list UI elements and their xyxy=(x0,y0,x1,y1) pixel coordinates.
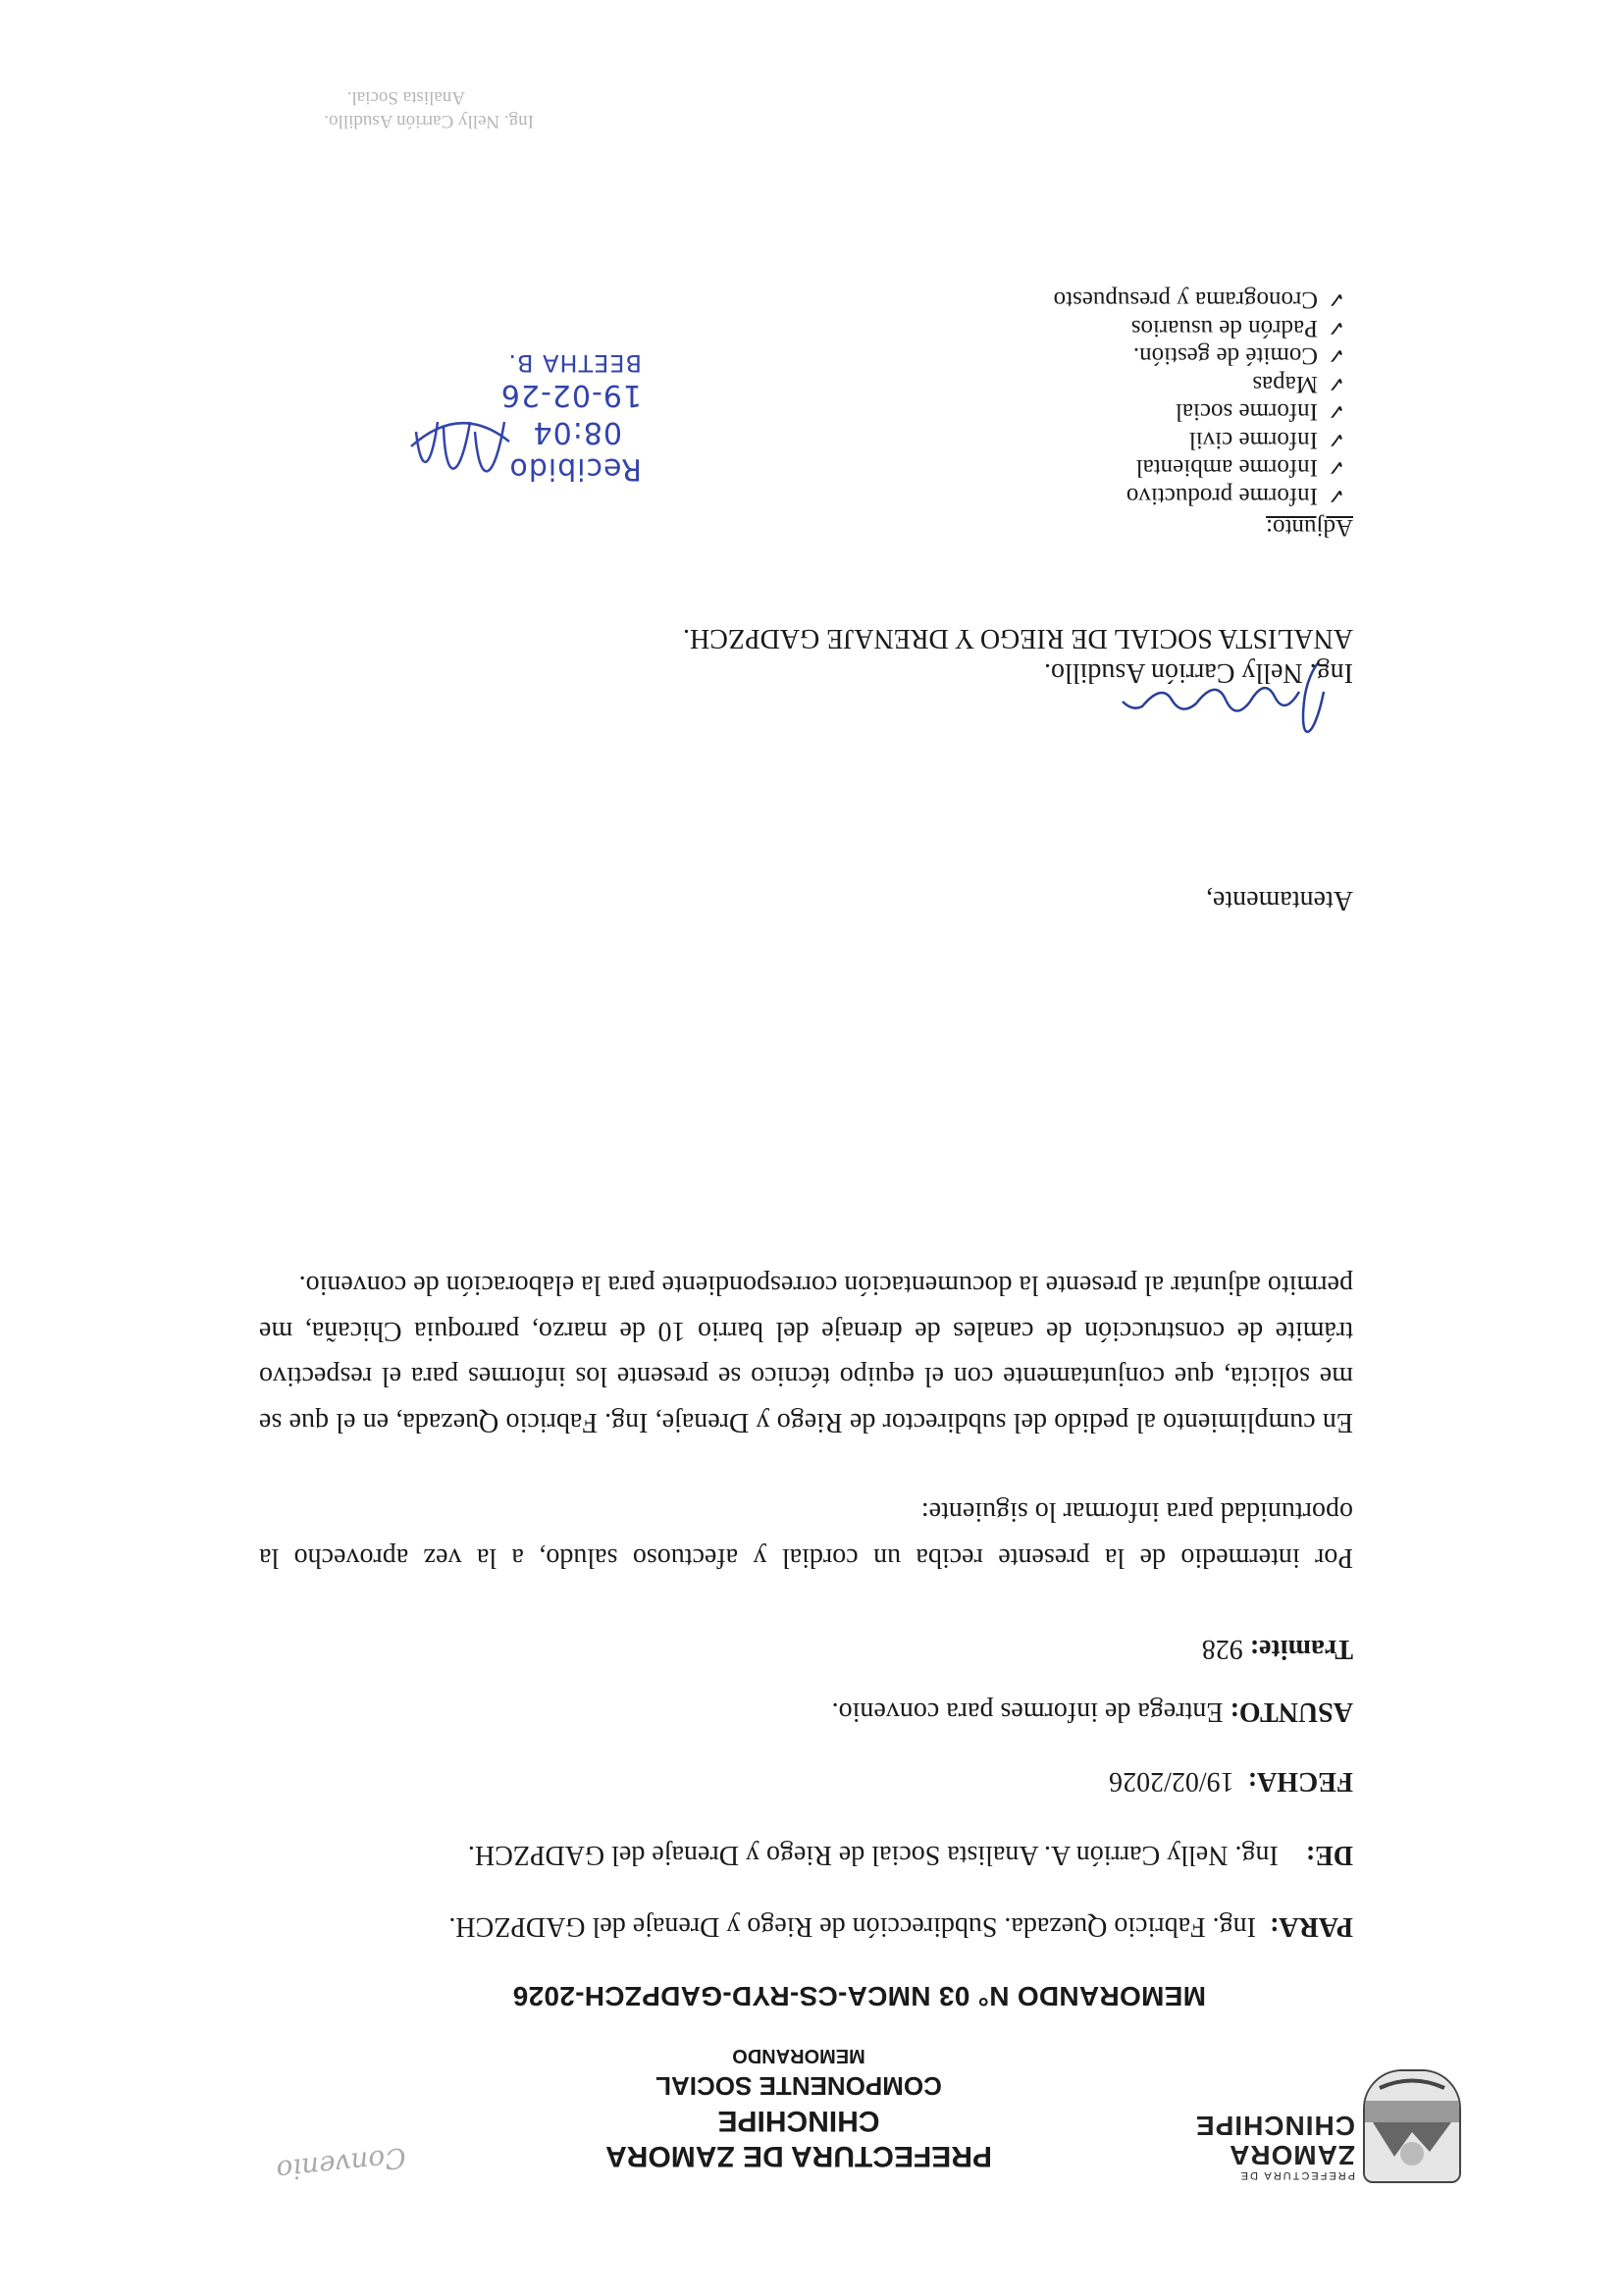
body-paragraph-greeting: Por intermedio de la presente reciba un cordial y afectuoso saludo, a la vez aprovecho la oportunidad para informar lo siguiente: xyxy=(259,1496,1353,1573)
stamp-name: BEETHA B. xyxy=(507,349,642,377)
de-label: DE: xyxy=(1305,1840,1353,1870)
asunto-label: ASUNTO: xyxy=(1230,1696,1353,1727)
logo-wordmark xyxy=(1194,2111,1355,2181)
footer-ref-line-2: Analista Social. xyxy=(346,87,465,108)
footer-ref-line-1: Ing. Nelly Carrión Asudillo. xyxy=(324,111,534,131)
fecha-label: FECHA: xyxy=(1247,1766,1353,1797)
list-item: ✓ Informe social xyxy=(1175,398,1345,426)
check-icon: ✓ xyxy=(1327,287,1345,313)
field-de xyxy=(468,1835,1353,1874)
received-stamp xyxy=(406,339,661,510)
stamp-signature-icon xyxy=(406,402,514,500)
asunto-value: Entrega de informes para convenio. xyxy=(831,1696,1224,1727)
tramite-value: 928 xyxy=(1201,1634,1243,1664)
fecha-value: 19/02/2026 xyxy=(1109,1766,1234,1797)
list-item: ✓ Informe productivo xyxy=(1126,483,1345,509)
check-icon: ✓ xyxy=(1327,316,1345,340)
footer-reference xyxy=(324,85,534,132)
page-title: PREFECTURA DE ZAMORA CHINCHIPE xyxy=(605,2105,992,2172)
logo-line-1: PREFECTURA DE xyxy=(1238,2169,1355,2181)
list-item: ✓ Cronograma y presupuesto xyxy=(1053,287,1345,314)
coat-of-arms-icon xyxy=(1363,2069,1461,2183)
header-title-block xyxy=(544,2042,1054,2173)
attachments-list xyxy=(666,286,1353,509)
signer-role: ANALISTA SOCIAL DE RIEGO Y DRENAJE GADPZCH. xyxy=(683,623,1353,653)
tramite-label: Tramite: xyxy=(1249,1634,1353,1664)
attachments-label: Adjunto: xyxy=(1266,514,1353,541)
check-icon: ✓ xyxy=(1327,455,1345,481)
list-item: ✓ Comité de gestión. xyxy=(1132,342,1345,370)
check-icon: ✓ xyxy=(1327,484,1345,508)
handwritten-note: Convenio xyxy=(275,2141,408,2187)
list-item: ✓ Informe ambiental xyxy=(1135,454,1345,482)
stamp-time: 08:04 xyxy=(532,415,622,449)
prefectura-logo xyxy=(1194,2067,1461,2183)
check-icon: ✓ xyxy=(1327,428,1345,452)
document-type: MEMORANDO xyxy=(732,2045,865,2066)
closing-text: Atentamente, xyxy=(1205,885,1353,915)
attachments-section xyxy=(666,286,1353,545)
field-tramite xyxy=(1202,1629,1353,1668)
stamp-received-text: Recibido xyxy=(508,451,642,486)
logo-line-2: ZAMORA xyxy=(1229,2140,1355,2170)
memo-number: MEMORANDO N° 03 NMCA-CS-RYD-GADPZCH-2026 xyxy=(512,1981,1206,2011)
logo-line-3: CHINCHIPE xyxy=(1194,2111,1355,2141)
department-name: COMPONENTE SOCIAL xyxy=(655,2071,942,2101)
field-asunto xyxy=(832,1692,1353,1731)
check-icon: ✓ xyxy=(1327,372,1345,396)
field-para xyxy=(448,1906,1353,1946)
check-icon: ✓ xyxy=(1327,399,1345,425)
field-fecha xyxy=(1109,1761,1353,1800)
para-value: Ing. Fabricio Quezada. Subdirección de Riego y Drenaje del GADPZCH. xyxy=(448,1911,1256,1942)
check-icon: ✓ xyxy=(1327,343,1345,369)
de-value: Ing. Nelly Carrión A. Analista Social de Riego y Drenaje del GADPZCH. xyxy=(467,1840,1279,1870)
para-label: PARA: xyxy=(1269,1911,1353,1942)
signer-name: Ing. Nelly Carrión Asudillo. xyxy=(1044,657,1353,688)
list-item: ✓ Mapas xyxy=(1252,371,1345,397)
stamp-date: 19-02-26 xyxy=(499,378,642,412)
body-paragraph-main: En cumplimiento al pedido del subdirector de Riego y Drenaje, Ing. Fabricio Quezada, en el que se me solicita, que conjuntamente con el equipo técnico se presente los informes para el respectivo trámite de construcción de canales de drenaje del barrio 10 de marzo, parroquia Chicaña, me permito adjuntar al presente la documentación correspondiente para la elaboración de convenio. xyxy=(259,1270,1353,1437)
list-item: ✓ Padrón de usuarios xyxy=(1130,315,1345,341)
list-item: ✓ Informe civil xyxy=(1188,427,1345,453)
